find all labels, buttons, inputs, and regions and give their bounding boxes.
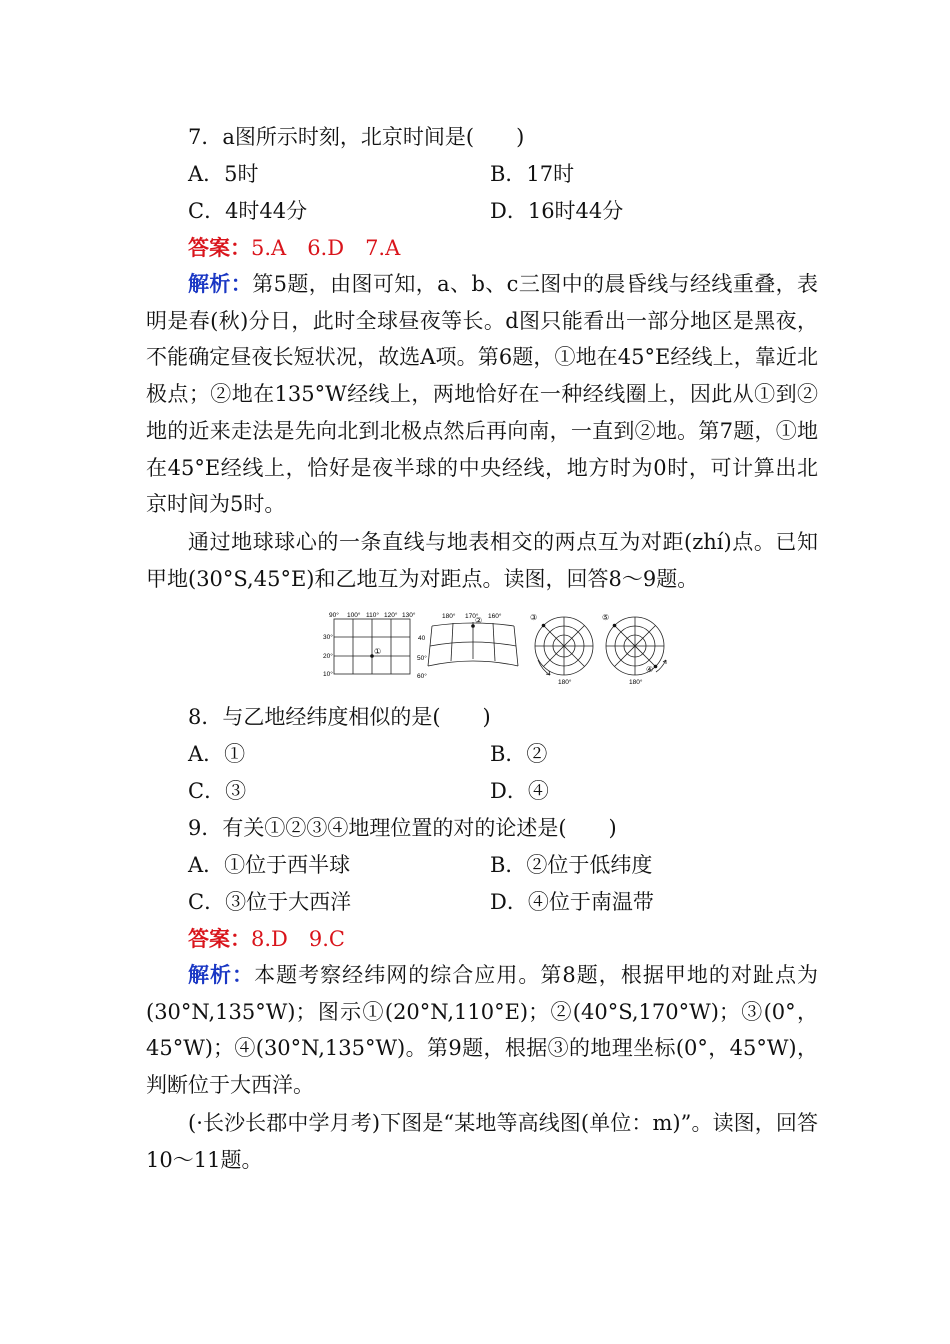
- g3-point-dot: [542, 624, 546, 628]
- q7-option-c: C．4时44分: [188, 199, 308, 223]
- q8-stem: 8．与乙地经纬度相似的是( ): [188, 705, 491, 729]
- g2-lon-1: 180°: [442, 613, 456, 620]
- answer-text: 8.D 9.C: [251, 927, 345, 951]
- g1-lat-3: 10°: [323, 671, 333, 678]
- q7-option-d: D．16时44分: [490, 199, 624, 223]
- intro-paragraph-1: 通过地球球心的一条直线与地表相交的两点互为对距(zhí)点。已知甲地(30°S,45°E)和乙地互为对距点。读图，回答8～9题。: [146, 530, 818, 591]
- g1-lon-3: 110°: [366, 612, 379, 619]
- g1-lon-5: 130°: [402, 612, 416, 619]
- g1-lon-4: 120°: [384, 612, 398, 619]
- q8-option-d: D．④: [490, 779, 549, 803]
- g1-lat-2: 20°: [323, 653, 333, 660]
- g2-lat-3: 60°: [417, 673, 427, 680]
- q7-option-a: A．5时: [188, 162, 259, 186]
- g4-point-bottom-label: ④: [646, 665, 654, 674]
- q8-option-b: B．②: [490, 742, 548, 766]
- g3-point-label: ③: [530, 613, 538, 622]
- q9-option-d: D．④位于南温带: [490, 890, 654, 914]
- q9-option-a: A．①位于西半球: [188, 853, 351, 877]
- analysis-label: 解析：: [188, 271, 253, 296]
- analysis-text: 本题考察经纬网的综合应用。第8题，根据甲地的对趾点为(30°N,135°W)；图示①(20°N,110°E)；②(40°S,170°W)；③(0°，45°W)；④(30°N,135°W)。第9题，根据③的地理坐标(0°，45°W)，判断位于大西洋。: [146, 963, 819, 1098]
- analysis-block-2: [146, 957, 818, 1104]
- graticule-figure: [320, 610, 672, 686]
- g4-point-top-label: ⑤: [602, 613, 610, 622]
- grid-panel-2: [428, 622, 518, 666]
- grid-panel-1: [334, 619, 410, 674]
- g4-bottom-label: 180°: [629, 679, 643, 686]
- q9-option-b: B．②位于低纬度: [490, 853, 653, 877]
- g3-bottom-label: 180°: [558, 679, 572, 686]
- q8-option-a: A．①: [188, 742, 246, 766]
- g4-point-top-dot: [613, 624, 617, 628]
- g2-lat-1: 40: [418, 635, 426, 642]
- q9-stem: 9．有关①②③④地理位置的对的论述是( ): [188, 816, 617, 840]
- g1-lon-2: 100°: [347, 612, 361, 619]
- g1-lat-1: 30°: [323, 634, 333, 641]
- q7-stem: 7．a图所示时刻，北京时间是( ): [188, 125, 525, 149]
- analysis-label: 解析：: [188, 962, 255, 987]
- g1-lon-1: 90°: [329, 612, 339, 619]
- answer-label: 答案：: [188, 235, 251, 260]
- g2-point-label: ②: [475, 616, 483, 625]
- answer-block-2: [188, 925, 345, 953]
- g1-point-label: ①: [374, 647, 382, 656]
- g2-lat-2: 50°: [417, 655, 427, 662]
- q8-option-c: C．③: [188, 779, 247, 803]
- answer-label: 答案：: [188, 926, 251, 951]
- q7-option-b: B．17时: [490, 162, 575, 186]
- intro-paragraph-2: (·长沙长郡中学月考)下图是“某地等高线图(单位：m)”。读图，回答10～11题。: [146, 1111, 818, 1172]
- analysis-text: 第5题，由图可知，a、b、c三图中的晨昏线与经线重叠，表明是春(秋)分日，此时全球昼夜等长。d图只能看出一部分地区是黑夜，不能确定昼夜长短状况，故选A项。第6题，①地在45°E经线上，靠近北极点；②地在135°W经线上，两地恰好在一种经线圈上，因此从①到②地的近来走法是先向北到北极点然后再向南，一直到②地。第7题，①地在45°E经线上，恰好是夜半球的中央经线，地方时为0时，可计算出北京时间为5时。: [146, 272, 819, 517]
- q9-option-c: C．③位于大西洋: [188, 890, 352, 914]
- g2-lon-2: 170°: [465, 613, 479, 620]
- analysis-block-1: [146, 266, 818, 523]
- g4-point-bottom-dot: [654, 665, 658, 669]
- answer-block-1: [188, 234, 400, 262]
- g2-lon-3: 160°: [488, 613, 502, 620]
- answer-text: 5.A 6.D 7.A: [251, 236, 401, 260]
